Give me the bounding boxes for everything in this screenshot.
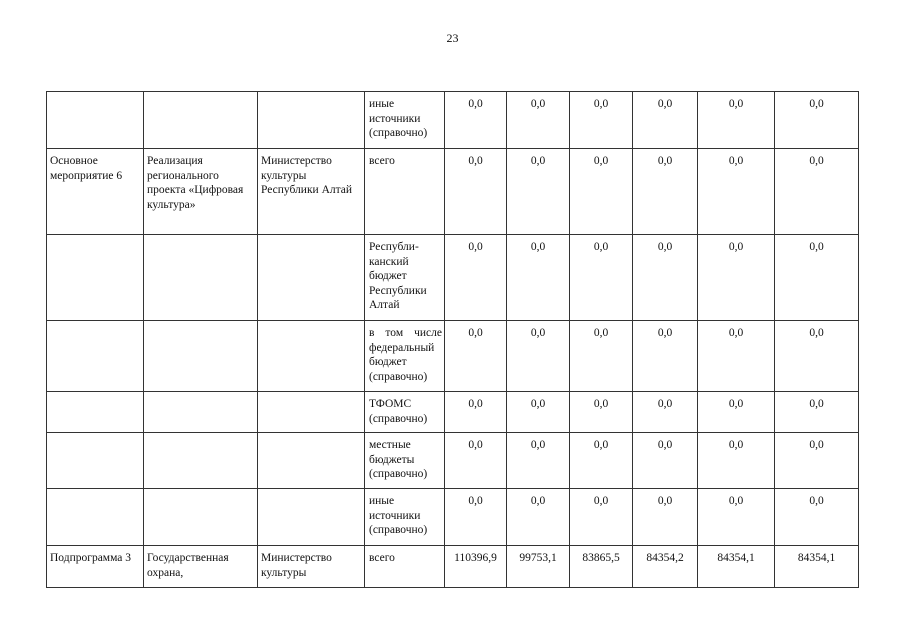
cell-funding-source: Республи-канский бюджет Республики Алтай [365, 235, 445, 321]
cell-executor: Министерство культуры [258, 546, 365, 588]
table-row [47, 321, 859, 392]
table-row [47, 546, 859, 588]
cell-value: 0,0 [507, 392, 570, 433]
cell-value: 0,0 [775, 392, 859, 433]
cell-value: 84354,1 [775, 546, 859, 588]
cell-program-type [47, 433, 144, 489]
cell-executor [258, 489, 365, 546]
cell-program-name [144, 92, 258, 149]
cell-program-type [47, 321, 144, 392]
cell-value: 0,0 [698, 92, 775, 149]
cell-executor [258, 321, 365, 392]
cell-value: 0,0 [445, 321, 507, 392]
table-row [47, 433, 859, 489]
cell-value: 0,0 [775, 235, 859, 321]
cell-executor [258, 392, 365, 433]
cell-value: 0,0 [507, 149, 570, 235]
cell-value: 99753,1 [507, 546, 570, 588]
cell-program-name: Реализация регионального проекта «Цифровая культура» [144, 149, 258, 235]
table-row [47, 149, 859, 235]
cell-value: 0,0 [698, 235, 775, 321]
cell-value: 0,0 [633, 149, 698, 235]
cell-value: 0,0 [570, 149, 633, 235]
cell-program-type [47, 92, 144, 149]
table-row [47, 489, 859, 546]
cell-value: 0,0 [633, 392, 698, 433]
cell-value: 0,0 [633, 235, 698, 321]
cell-program-name [144, 235, 258, 321]
table-row [47, 235, 859, 321]
cell-value: 0,0 [633, 92, 698, 149]
cell-value: 0,0 [445, 392, 507, 433]
cell-value: 0,0 [698, 321, 775, 392]
cell-program-type [47, 392, 144, 433]
cell-program-type: Подпрограмма 3 [47, 546, 144, 588]
cell-value: 0,0 [507, 489, 570, 546]
cell-value: 0,0 [445, 235, 507, 321]
cell-program-type [47, 489, 144, 546]
cell-value: 0,0 [445, 149, 507, 235]
cell-value: 0,0 [698, 149, 775, 235]
cell-executor [258, 235, 365, 321]
cell-funding-source: всего [365, 149, 445, 235]
cell-value: 0,0 [507, 235, 570, 321]
cell-program-name [144, 392, 258, 433]
cell-executor [258, 92, 365, 149]
cell-value: 0,0 [570, 235, 633, 321]
cell-value: 84354,1 [698, 546, 775, 588]
cell-value: 0,0 [570, 489, 633, 546]
cell-executor [258, 433, 365, 489]
funding-source-rest: федеральный бюджет (справочно) [369, 341, 435, 383]
cell-value: 0,0 [445, 92, 507, 149]
cell-value: 0,0 [507, 433, 570, 489]
cell-funding-source: всего [365, 546, 445, 588]
cell-value: 83865,5 [570, 546, 633, 588]
page-number: 23 [446, 31, 459, 45]
table-row [47, 392, 859, 433]
cell-program-name [144, 489, 258, 546]
cell-value: 0,0 [775, 92, 859, 149]
cell-program-name [144, 433, 258, 489]
cell-value: 0,0 [698, 489, 775, 546]
cell-value: 0,0 [633, 489, 698, 546]
cell-program-type [47, 235, 144, 321]
cell-program-name: Государственная охрана, [144, 546, 258, 588]
funding-source-prefix: в том числе [369, 327, 442, 339]
cell-value: 0,0 [775, 433, 859, 489]
cell-value: 0,0 [445, 489, 507, 546]
cell-value: 84354,2 [633, 546, 698, 588]
cell-value: 0,0 [633, 321, 698, 392]
cell-funding-source: ТФОМС (справочно) [365, 392, 445, 433]
cell-executor: Министерство культуры Республики Алтай [258, 149, 365, 235]
cell-value: 110396,9 [445, 546, 507, 588]
cell-value: 0,0 [775, 321, 859, 392]
cell-funding-source: иные источники (справочно) [365, 489, 445, 546]
cell-value: 0,0 [698, 433, 775, 489]
cell-program-name [144, 321, 258, 392]
cell-funding-source: местные бюджеты (справочно) [365, 433, 445, 489]
cell-value: 0,0 [445, 433, 507, 489]
cell-program-type: Основное мероприятие 6 [47, 149, 144, 235]
cell-value: 0,0 [775, 489, 859, 546]
budget-table [46, 91, 859, 588]
cell-value: 0,0 [570, 321, 633, 392]
cell-funding-source: иные источники (справочно) [365, 92, 445, 149]
cell-funding-source [365, 321, 445, 392]
table-row [47, 92, 859, 149]
cell-value: 0,0 [775, 149, 859, 235]
cell-value: 0,0 [507, 321, 570, 392]
cell-value: 0,0 [570, 92, 633, 149]
cell-value: 0,0 [570, 392, 633, 433]
cell-value: 0,0 [507, 92, 570, 149]
cell-value: 0,0 [570, 433, 633, 489]
cell-value: 0,0 [633, 433, 698, 489]
cell-value: 0,0 [698, 392, 775, 433]
